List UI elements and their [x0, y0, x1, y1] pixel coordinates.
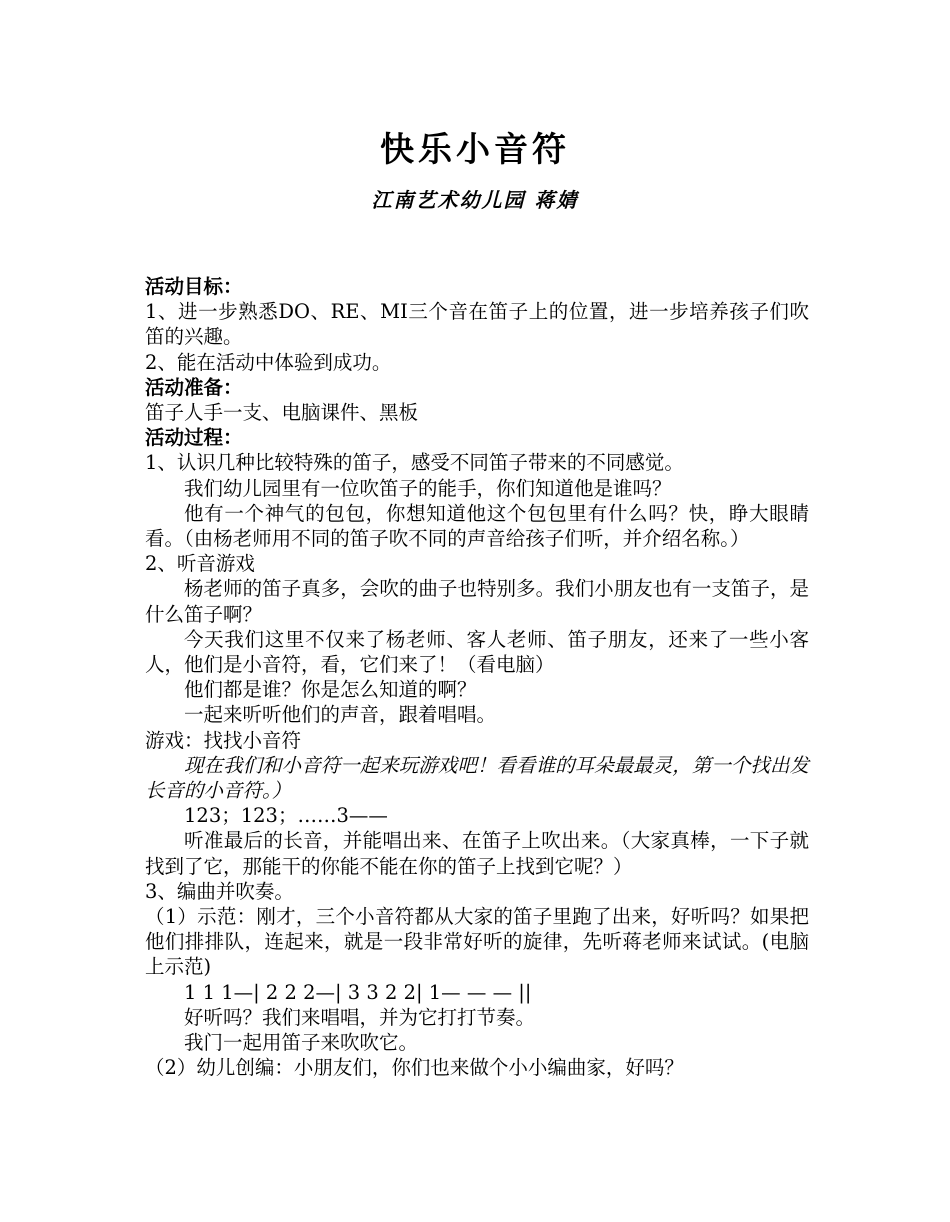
- paragraph: 1 1 1—| 2 2 2—| 3 3 2 2| 1— — — ||: [184, 980, 532, 1004]
- paragraph: （2）幼儿创编：小朋友们，你们也来做个小小编曲家，好吗？: [145, 1056, 684, 1080]
- paragraph: （1）示范：刚才，三个小音符都从大家的笛子里跑了出来，好听吗？如果把他们排排队，连起来，就是一段非常好听的旋律，先听蒋老师来试试。(电脑上示范): [145, 905, 809, 979]
- paragraph: 游戏：找找小音符: [145, 728, 302, 752]
- paragraph: 3、编曲并吹奏。: [145, 879, 294, 903]
- paragraph: 1、认识几种比较特殊的笛子，感受不同笛子带来的不同感觉。: [145, 451, 684, 475]
- paragraph: 我门一起用笛子来吹吹它。: [184, 1031, 419, 1055]
- paragraph: 好听吗？我们来唱唱，并为它打打节奏。: [184, 1005, 536, 1029]
- paragraph: 1、进一步熟悉DO、RE、MI三个音在笛子上的位置，进一步培养孩子们吹笛的兴趣。: [145, 300, 809, 349]
- paragraph: 杨老师的笛子真多，会吹的曲子也特别多。我们小朋友也有一支笛子，是什么笛子啊？: [145, 577, 809, 626]
- paragraph: 我们幼儿园里有一位吹笛子的能手，你们知道他是谁吗？: [184, 476, 672, 500]
- paragraph: 123；123；……3——: [184, 804, 388, 828]
- paragraph: 活动过程：: [145, 426, 243, 450]
- paragraph: 他有一个神气的包包，你想知道他这个包包里有什么吗？快，睁大眼睛看。（由杨老师用不同的笛子吹不同的声音给孩子们听，并介绍名称。）: [145, 501, 809, 551]
- paragraph: 现在我们和小音符一起来玩游戏吧！看看谁的耳朵最最灵，第一个找出发长音的小音符。）: [145, 753, 809, 803]
- paragraph: 笛子人手一支、电脑课件、黑板: [145, 401, 419, 425]
- paragraph: 他们都是谁？你是怎么知道的啊？: [184, 678, 477, 702]
- paragraph: 今天我们这里不仅来了杨老师、客人老师、笛子朋友，还来了一些小客人，他们是小音符，看，它们来了！（看电脑）: [145, 627, 809, 677]
- paragraph: 2、能在活动中体验到成功。: [145, 350, 392, 374]
- paragraph: 活动目标：: [145, 275, 243, 298]
- document-title: 快乐小音符: [380, 130, 570, 170]
- paragraph: 2、听音游戏: [145, 552, 255, 576]
- document-body: [145, 274, 809, 1081]
- paragraph: 听准最后的长音，并能唱出来、在笛子上吹出来。（大家真棒，一下子就找到了它，那能干的你能不能在你的笛子上找到它呢？）: [145, 829, 809, 878]
- paragraph: 一起来听听他们的声音，跟着唱唱。: [184, 703, 497, 727]
- document-author: 江南艺术幼儿园 蒋婧: [371, 188, 579, 212]
- paragraph: 活动准备：: [145, 375, 243, 399]
